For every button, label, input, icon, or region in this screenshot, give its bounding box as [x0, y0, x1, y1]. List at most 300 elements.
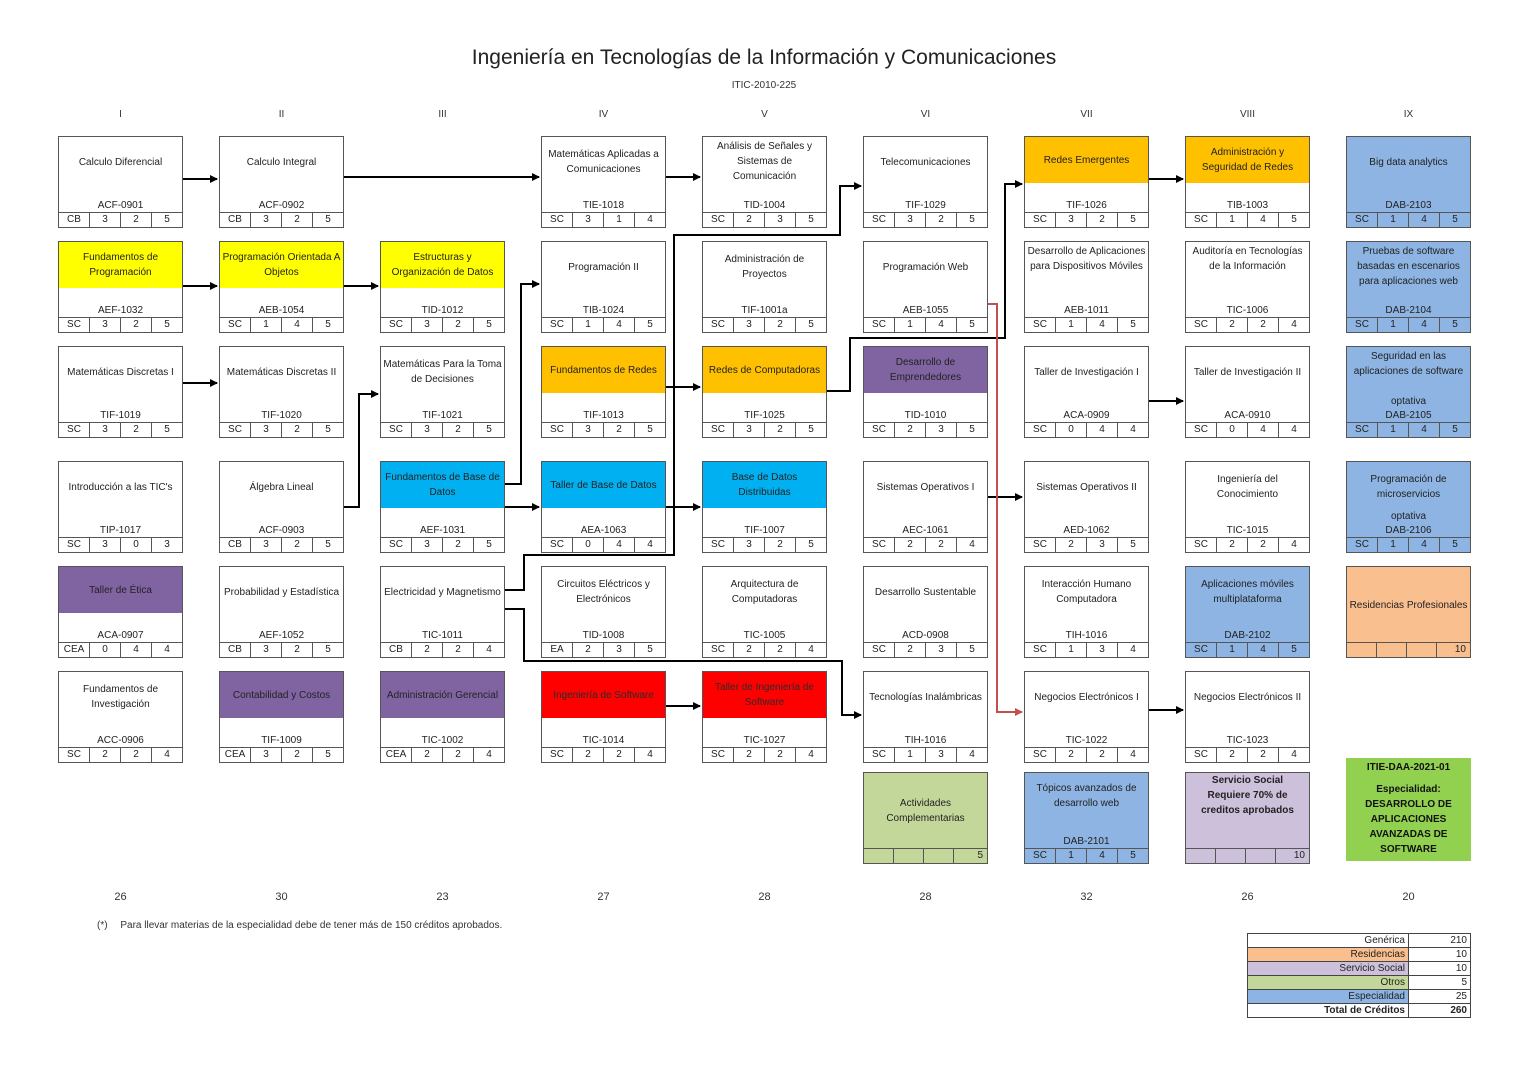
- theory-hours: 3: [250, 748, 281, 762]
- course-code: ACF-0903: [258, 525, 305, 536]
- course-credit-row: [381, 747, 504, 762]
- theory-hours: 1: [894, 748, 925, 762]
- course-card[interactable]: [1024, 136, 1149, 228]
- course-credit-row: [542, 537, 665, 552]
- course-card[interactable]: [863, 671, 988, 763]
- course-card[interactable]: [380, 566, 505, 658]
- theory-hours: 3: [250, 213, 281, 227]
- course-credit-row: [1186, 848, 1309, 863]
- course-type: [1347, 643, 1376, 657]
- course-name: Administración y Seguridad de Redes: [1186, 137, 1309, 183]
- legend-row: [1248, 962, 1471, 976]
- credits: 5: [312, 748, 343, 762]
- course-credit-row: [59, 317, 182, 332]
- practice-hours: 2: [925, 538, 956, 552]
- course-code: ACF-0901: [97, 200, 144, 211]
- course-card[interactable]: [702, 346, 827, 438]
- course-card[interactable]: [1024, 241, 1149, 333]
- course-card[interactable]: [219, 671, 344, 763]
- credits: 4: [634, 213, 665, 227]
- course-name: Auditoría en Tecnologías de la Información: [1192, 246, 1303, 272]
- credits: 4: [1278, 748, 1309, 762]
- theory-hours: 1: [1055, 643, 1086, 657]
- course-card[interactable]: [1346, 346, 1471, 438]
- course-name: Telecomunicaciones: [880, 156, 971, 168]
- semester-total: 28: [919, 891, 932, 903]
- course-name: Residencias Profesionales: [1349, 599, 1468, 611]
- practice-hours: 4: [1086, 849, 1117, 863]
- course-credit-row: [1025, 212, 1148, 227]
- course-code: TIH-1016: [904, 735, 947, 746]
- course-name: Calculo Diferencial: [78, 156, 163, 168]
- theory-hours: 3: [411, 318, 442, 332]
- course-name: Matemáticas Para la Toma de Decisiones: [383, 359, 502, 385]
- course-card[interactable]: [541, 241, 666, 333]
- course-card[interactable]: [380, 241, 505, 333]
- practice-hours: 4: [1247, 423, 1278, 437]
- legend-label: Especialidad: [1248, 990, 1409, 1004]
- course-name: Aplicaciones móviles multiplataforma: [1201, 579, 1294, 605]
- practice-hours: 2: [1086, 748, 1117, 762]
- credits: 4: [473, 643, 504, 657]
- course-card[interactable]: [1185, 346, 1310, 438]
- course-card[interactable]: [1346, 241, 1471, 333]
- course-type: SC: [1033, 850, 1047, 861]
- credits: 5: [312, 423, 343, 437]
- credits: 4: [473, 748, 504, 762]
- credits: 5: [1439, 423, 1470, 437]
- practice-hours: 3: [925, 748, 956, 762]
- practice-hours: [923, 849, 953, 863]
- course-card[interactable]: [863, 566, 988, 658]
- course-credit-row: [542, 422, 665, 437]
- practice-hours: 4: [1247, 643, 1278, 657]
- course-credit-row: [1025, 848, 1148, 863]
- course-credit-row: [1186, 537, 1309, 552]
- arrow-algebra-to-toma-decisiones: [344, 394, 378, 507]
- course-code: TIC-1006: [1226, 305, 1269, 316]
- course-name: Contabilidad y Costos: [220, 672, 343, 718]
- course-type: SC: [711, 749, 725, 760]
- course-type: SC: [872, 749, 886, 760]
- course-credit-row: [703, 537, 826, 552]
- course-code: TID-1010: [904, 410, 947, 421]
- course-code: TID-1012: [421, 305, 464, 316]
- course-card[interactable]: [541, 671, 666, 763]
- specialty-name: DESARROLLO DE APLICACIONES AVANZADAS DE SOFTWARE: [1365, 799, 1452, 855]
- course-code: TIC-1023: [1226, 735, 1269, 746]
- course-type: SC: [67, 749, 81, 760]
- course-card[interactable]: [219, 241, 344, 333]
- credits: 5: [634, 318, 665, 332]
- course-name: Administración Gerencial: [381, 672, 504, 718]
- theory-hours: 1: [1377, 423, 1408, 437]
- course-card[interactable]: [1346, 566, 1471, 658]
- specialty-box: [1346, 758, 1471, 861]
- course-card[interactable]: [1024, 671, 1149, 763]
- credits: 5: [1117, 849, 1148, 863]
- course-code: TIB-1003: [1226, 200, 1269, 211]
- theory-hours: 1: [894, 318, 925, 332]
- course-name: Administración de Proyectos: [724, 254, 805, 280]
- course-card[interactable]: [541, 461, 666, 553]
- course-credit-row: [542, 317, 665, 332]
- course-credit-row: [864, 422, 987, 437]
- course-credit-row: [1025, 747, 1148, 762]
- course-type: SC: [1194, 539, 1208, 550]
- course-type: [1186, 849, 1215, 863]
- course-type: CEA: [385, 749, 407, 760]
- practice-hours: 3: [1086, 538, 1117, 552]
- course-card[interactable]: [863, 136, 988, 228]
- theory-hours: 1: [1055, 318, 1086, 332]
- theory-hours: 1: [1216, 213, 1247, 227]
- course-card[interactable]: [219, 346, 344, 438]
- course-type: SC: [711, 644, 725, 655]
- course-card[interactable]: [702, 566, 827, 658]
- credits: 4: [151, 643, 182, 657]
- course-card[interactable]: [1346, 136, 1471, 228]
- course-type: SC: [1194, 644, 1208, 655]
- course-name: Programación II: [568, 261, 639, 273]
- semester-header: IX: [1403, 109, 1414, 120]
- practice-hours: 2: [925, 213, 956, 227]
- theory-hours: 1: [1055, 849, 1086, 863]
- course-code: TIC-1015: [1226, 525, 1269, 536]
- footnote-text: Para llevar materias de la especialidad debe de tener más de 150 créditos aprobados.: [120, 920, 503, 931]
- theory-hours: 2: [572, 748, 603, 762]
- course-name: Fundamentos de Investigación: [82, 684, 159, 710]
- semester-total: 23: [436, 891, 449, 903]
- course-name: Introducción a las TIC's: [68, 481, 173, 493]
- course-name: Taller de Investigación II: [1193, 366, 1302, 378]
- course-name: Fundamentos de Programación: [59, 242, 182, 288]
- course-credit-row: [220, 747, 343, 762]
- practice-hours: 2: [281, 423, 312, 437]
- course-type: SC: [1355, 539, 1369, 550]
- credits: 5: [956, 318, 987, 332]
- course-card[interactable]: [863, 772, 988, 864]
- practice-hours: 2: [1086, 213, 1117, 227]
- course-code: TIC-1014: [582, 735, 625, 746]
- legend-value: 10: [1409, 962, 1471, 976]
- theory-hours: 3: [733, 423, 764, 437]
- course-card[interactable]: [1346, 461, 1471, 553]
- theory-hours: 2: [894, 423, 925, 437]
- specialty-code: ITIE-DAA-2021-01: [1366, 762, 1451, 773]
- practice-hours: 2: [442, 318, 473, 332]
- course-card[interactable]: [1185, 241, 1310, 333]
- course-card[interactable]: [58, 241, 183, 333]
- theory-hours: [1215, 849, 1245, 863]
- course-card[interactable]: [1024, 346, 1149, 438]
- course-card[interactable]: [380, 461, 505, 553]
- practice-hours: 3: [1086, 643, 1117, 657]
- theory-hours: 3: [411, 423, 442, 437]
- course-name: Álgebra Lineal: [249, 481, 314, 493]
- theory-hours: 3: [89, 538, 120, 552]
- practice-hours: 2: [603, 748, 634, 762]
- credits: 5: [151, 318, 182, 332]
- course-card[interactable]: [863, 241, 988, 333]
- course-code: TIC-1011: [422, 630, 463, 641]
- course-credit-row: [220, 317, 343, 332]
- course-optional-tag: optativa: [1390, 396, 1427, 407]
- course-type: SC: [1033, 319, 1047, 330]
- course-card[interactable]: [1024, 772, 1149, 864]
- theory-hours: 1: [250, 318, 281, 332]
- course-code: DAB-2102: [1224, 630, 1271, 641]
- course-code: TIF-1026: [1066, 200, 1107, 211]
- credits: 5: [956, 643, 987, 657]
- course-code: AEB-1054: [258, 305, 305, 316]
- course-type: SC: [1194, 749, 1208, 760]
- theory-hours: 1: [1377, 538, 1408, 552]
- semester-total: 26: [114, 891, 127, 903]
- course-name: Estructuras y Organización de Datos: [381, 242, 504, 288]
- course-name: Matemáticas Aplicadas a Comunicaciones: [548, 149, 659, 175]
- course-type: SC: [1355, 214, 1369, 225]
- course-credit-row: [1186, 212, 1309, 227]
- course-type: CB: [228, 539, 242, 550]
- course-credit-row: [59, 747, 182, 762]
- course-name: Programación Web: [882, 261, 969, 273]
- credits: 5: [953, 849, 987, 863]
- arrow-fund-bd-to-prog-ii: [505, 284, 539, 484]
- semester-header: VIII: [1239, 109, 1255, 120]
- practice-hours: 2: [603, 423, 634, 437]
- course-code: TIC-1005: [743, 630, 786, 641]
- practice-hours: 4: [603, 318, 634, 332]
- course-name: Redes de Computadoras: [703, 347, 826, 393]
- practice-hours: 1: [603, 213, 634, 227]
- theory-hours: 3: [411, 538, 442, 552]
- practice-hours: 2: [442, 423, 473, 437]
- practice-hours: 2: [764, 538, 795, 552]
- course-code: TIP-1017: [99, 525, 142, 536]
- course-type: SC: [872, 539, 886, 550]
- semester-header: V: [761, 109, 768, 120]
- course-type: SC: [550, 319, 564, 330]
- credits: 5: [1117, 213, 1148, 227]
- course-name: Fundamentos de Base de Datos: [381, 462, 504, 508]
- course-name: Negocios Electrónicos I: [1034, 691, 1139, 703]
- course-name: Servicio Social Requiere 70% de creditos aprobados: [1201, 775, 1294, 816]
- semester-header: IV: [598, 109, 609, 120]
- course-card[interactable]: [219, 461, 344, 553]
- course-type: SC: [389, 424, 403, 435]
- course-name: Matemáticas Discretas II: [226, 366, 337, 378]
- semester-total: 26: [1241, 891, 1254, 903]
- theory-hours: 2: [733, 643, 764, 657]
- course-name: Programación de microservicios: [1370, 474, 1447, 500]
- practice-hours: 4: [1086, 423, 1117, 437]
- course-credit-row: [1347, 642, 1470, 657]
- course-credit-row: [703, 642, 826, 657]
- theory-hours: 3: [250, 643, 281, 657]
- course-card[interactable]: [380, 346, 505, 438]
- theory-hours: 3: [89, 423, 120, 437]
- course-card[interactable]: [863, 461, 988, 553]
- course-card[interactable]: [702, 461, 827, 553]
- course-credit-row: [1186, 317, 1309, 332]
- credits: 5: [312, 318, 343, 332]
- practice-hours: 4: [603, 538, 634, 552]
- course-credit-row: [1025, 642, 1148, 657]
- course-credit-row: [1186, 422, 1309, 437]
- course-card[interactable]: [1185, 772, 1310, 864]
- course-card[interactable]: [1185, 136, 1310, 228]
- course-card[interactable]: [541, 346, 666, 438]
- course-credit-row: [864, 212, 987, 227]
- course-card[interactable]: [58, 346, 183, 438]
- course-name: Análisis de Señales y Sistemas de Comunicación: [716, 141, 813, 182]
- practice-hours: [1406, 643, 1436, 657]
- course-type: SC: [228, 424, 242, 435]
- practice-hours: 4: [281, 318, 312, 332]
- credits: 4: [795, 748, 826, 762]
- course-type: SC: [872, 424, 886, 435]
- course-type: CB: [389, 644, 403, 655]
- course-card[interactable]: [58, 136, 183, 228]
- course-name: Seguridad en las aplicaciones de software: [1353, 351, 1464, 377]
- course-credit-row: [703, 747, 826, 762]
- course-card[interactable]: [58, 671, 183, 763]
- course-name: Taller de Ética: [59, 567, 182, 613]
- course-card[interactable]: [219, 136, 344, 228]
- course-credit-row: [1347, 317, 1470, 332]
- theory-hours: 3: [572, 213, 603, 227]
- course-code: AEF-1052: [258, 630, 305, 641]
- theory-hours: 3: [733, 538, 764, 552]
- course-name: Tecnologías Inalámbricas: [869, 691, 982, 703]
- legend-row: [1248, 1004, 1471, 1018]
- credits: 5: [312, 213, 343, 227]
- practice-hours: 4: [1408, 538, 1439, 552]
- course-type: SC: [550, 214, 564, 225]
- course-card[interactable]: [219, 566, 344, 658]
- course-name: Base de Datos Distribuidas: [703, 462, 826, 508]
- course-card[interactable]: [1185, 671, 1310, 763]
- course-code: DAB-2105: [1385, 410, 1432, 421]
- legend-row: [1248, 976, 1471, 990]
- practice-hours: 2: [764, 643, 795, 657]
- legend-value: 10: [1409, 948, 1471, 962]
- theory-hours: 2: [1055, 748, 1086, 762]
- practice-hours: 2: [120, 318, 151, 332]
- course-credit-row: [381, 422, 504, 437]
- course-type: SC: [1355, 424, 1369, 435]
- semester-total: 20: [1402, 891, 1415, 903]
- theory-hours: [893, 849, 923, 863]
- course-type: CEA: [224, 749, 246, 760]
- practice-hours: [1245, 849, 1275, 863]
- course-card[interactable]: [863, 346, 988, 438]
- theory-hours: 0: [1216, 423, 1247, 437]
- practice-hours: 2: [120, 213, 151, 227]
- theory-hours: 2: [894, 538, 925, 552]
- course-type: SC: [711, 214, 725, 225]
- course-type: CB: [228, 214, 242, 225]
- course-card[interactable]: [541, 136, 666, 228]
- practice-hours: 4: [1086, 318, 1117, 332]
- course-card[interactable]: [702, 241, 827, 333]
- course-card[interactable]: [541, 566, 666, 658]
- practice-hours: 3: [764, 213, 795, 227]
- course-card[interactable]: [702, 136, 827, 228]
- course-card[interactable]: [58, 566, 183, 658]
- course-card[interactable]: [1024, 461, 1149, 553]
- specialty-label: Especialidad:: [1376, 784, 1441, 795]
- course-code: TIF-1001a: [741, 305, 788, 316]
- course-name: Actividades Complementarias: [886, 798, 965, 824]
- course-credit-row: [864, 848, 987, 863]
- credits: 4: [956, 538, 987, 552]
- credits: 5: [473, 318, 504, 332]
- credits: 5: [151, 213, 182, 227]
- theory-hours: 2: [89, 748, 120, 762]
- practice-hours: 2: [281, 748, 312, 762]
- theory-hours: 2: [1216, 538, 1247, 552]
- course-credit-row: [864, 747, 987, 762]
- course-card[interactable]: [1185, 566, 1310, 658]
- course-credit-row: [703, 317, 826, 332]
- practice-hours: 2: [764, 748, 795, 762]
- course-type: SC: [550, 749, 564, 760]
- course-credit-row: [1025, 317, 1148, 332]
- course-code: TIF-1021: [422, 410, 463, 421]
- course-type: SC: [1033, 424, 1047, 435]
- course-card[interactable]: [58, 461, 183, 553]
- theory-hours: 0: [1055, 423, 1086, 437]
- course-code: TIF-1013: [583, 410, 624, 421]
- course-card[interactable]: [1024, 566, 1149, 658]
- course-type: CB: [67, 214, 81, 225]
- theory-hours: 3: [250, 423, 281, 437]
- course-type: SC: [1033, 749, 1047, 760]
- course-card[interactable]: [1185, 461, 1310, 553]
- theory-hours: 3: [572, 423, 603, 437]
- credits: 4: [1117, 423, 1148, 437]
- theory-hours: 3: [89, 318, 120, 332]
- course-type: SC: [1033, 539, 1047, 550]
- course-credit-row: [1186, 747, 1309, 762]
- legend-row: [1248, 934, 1471, 948]
- course-credit-row: [864, 317, 987, 332]
- course-type: CEA: [63, 644, 85, 655]
- theory-hours: 2: [1216, 748, 1247, 762]
- course-name: Sistemas Operativos II: [1036, 481, 1137, 493]
- credits: 5: [1278, 213, 1309, 227]
- course-credit-row: [220, 537, 343, 552]
- course-code: ACD-0908: [902, 630, 949, 641]
- practice-hours: 2: [442, 748, 473, 762]
- course-code: TIC-1002: [421, 735, 464, 746]
- course-code: TIB-1024: [582, 305, 625, 316]
- course-name: Sistemas Operativos I: [876, 481, 975, 493]
- credits: 4: [1117, 643, 1148, 657]
- course-card[interactable]: [702, 671, 827, 763]
- course-name: Ingeniería de Software: [542, 672, 665, 718]
- course-credit-row: [59, 642, 182, 657]
- course-card[interactable]: [380, 671, 505, 763]
- theory-hours: 0: [89, 643, 120, 657]
- course-code: ACF-0902: [258, 200, 305, 211]
- course-type: SC: [1194, 214, 1208, 225]
- course-name: Redes Emergentes: [1025, 137, 1148, 183]
- practice-hours: 2: [281, 538, 312, 552]
- course-credit-row: [220, 212, 343, 227]
